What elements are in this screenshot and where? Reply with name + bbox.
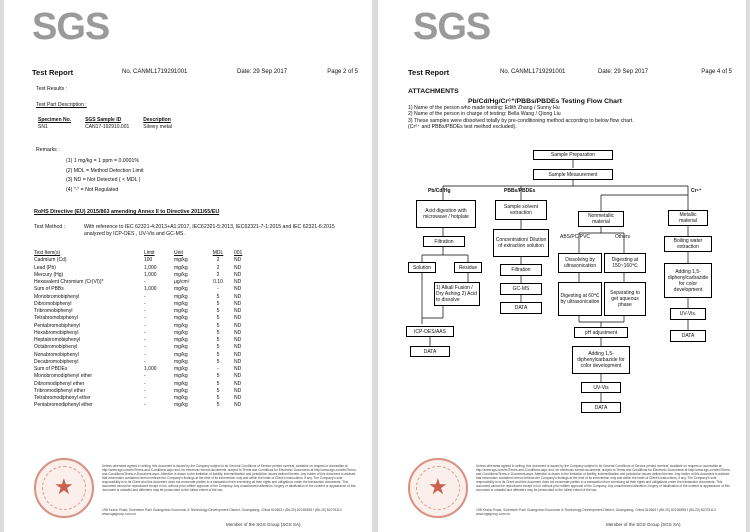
table-cell: Pentabromobiphenyl — [34, 322, 80, 329]
flow-others: Others — [615, 234, 631, 240]
table-cell: 5 — [216, 351, 220, 358]
table-cell: Cadmium (Cd) — [34, 257, 67, 264]
results-table — [34, 250, 264, 410]
report-date: Date: 29 Sep 2017 — [237, 69, 288, 75]
table-cell: mg/kg — [174, 358, 188, 365]
note-item: 3) These samples were dissolved totally by pre-conditioning method according to below flow chart. — [408, 117, 634, 124]
flow-uv-vis-1: UV-Vis — [581, 382, 621, 393]
table-cell: Tribromobiphenyl — [34, 308, 73, 314]
column-header: Limit — [144, 250, 155, 256]
table-row — [34, 395, 264, 402]
table-cell: mg/kg — [174, 257, 188, 264]
branch-pbbs-pbdes: PBBs/PBDEs — [504, 188, 536, 194]
flow-digesting-60: Digesting at 60℃ by ultrasonication — [558, 282, 602, 316]
attachments-heading: ATTACHMENTS — [408, 88, 459, 95]
table-cell: 5 — [216, 308, 220, 314]
table-cell: Decabromobiphenyl — [34, 358, 79, 365]
flow-nonmetallic: Nonmetallic material — [578, 211, 624, 227]
table-row — [34, 257, 264, 264]
table-cell: Lead (Pb) — [34, 264, 56, 271]
flow-adding-diphenylcarbazide-1: Adding 1,5-diphenylcarbazide for color development — [572, 346, 630, 374]
table-cell: ND — [234, 322, 242, 329]
flow-data-3: DATA — [581, 402, 621, 413]
table-row — [34, 402, 264, 409]
table-cell: 5 — [216, 322, 220, 329]
table-row — [34, 337, 264, 344]
table-cell: Monobromodiphenyl ether — [34, 373, 93, 380]
rohs-directive-title: RoHS Directive (EU) 2015/863 amending Annex II to Directive 2011/65/EU — [34, 209, 220, 215]
table-cell: ND — [234, 380, 242, 387]
table-cell: ND — [234, 286, 242, 293]
table-row — [34, 344, 264, 351]
page-number: Page 2 of 5 — [327, 69, 358, 75]
flow-metallic: Metallic material — [668, 210, 708, 226]
col-description: Description — [143, 117, 171, 123]
sgs-logo: SGS — [32, 6, 110, 48]
flow-uv-vis-2: UV-Vis. — [670, 308, 706, 320]
table-cell: - — [144, 315, 146, 322]
table-cell: Octabromobiphenyl — [34, 344, 78, 351]
flow-alkali-fusion: 1) Alkali Fusion / Dry Ashing 2) Acid to dissolve — [434, 282, 480, 306]
sample-table — [38, 117, 186, 130]
table-cell: - — [144, 402, 146, 409]
report-number: No. CANML1719291001 — [122, 69, 188, 75]
report-date: Date: 29 Sep 2017 — [598, 69, 649, 75]
table-cell: mg/kg — [174, 366, 188, 372]
table-cell: - — [144, 322, 146, 329]
flow-separating: Separating to get aqueous phase — [604, 282, 646, 316]
flow-solvent-extraction: Sample solvent extraction — [495, 200, 547, 220]
test-method-text: With reference to IEC 62321-4:2013+A1:2017, IEC62321-5:2013, IEC62321-7-1:2015 and IEC 62321-6:2015 analyzed by ICP-OES , UV-Vis and GC-MS . — [84, 224, 335, 237]
table-row — [34, 265, 264, 272]
table-cell: ND — [234, 315, 242, 322]
table-row — [34, 272, 264, 279]
member-of-sgs: Member of the SGS Group (SGS SA) — [606, 522, 681, 527]
report-number: No. CANML1719291001 — [500, 69, 566, 75]
company-address: 198 Kezhu Road, Scientech Park Guangzhou Economic & Technology Development District, Guangdong, China 510663 t (86-20) 82155555 f (86-20) 82075113 www.sgsgroup.com.cn — [102, 508, 342, 516]
report-title: Test Report — [408, 68, 450, 77]
table-cell: ND — [234, 279, 242, 285]
table-cell: 1,000 — [144, 271, 157, 278]
page-number: Page 4 of 5 — [701, 69, 732, 75]
flow-adding-diphenylcarbazide-2: Adding 1,5-diphenylcarbazide for color development — [664, 263, 712, 298]
table-cell: - — [144, 387, 146, 394]
table-cell: 2 — [216, 271, 220, 278]
page-header — [32, 68, 358, 80]
col-sgs-sample-id: SGS Sample ID — [85, 117, 122, 123]
table-cell: ND — [234, 257, 242, 264]
table-cell: ND — [234, 402, 242, 409]
table-cell: - — [144, 380, 146, 387]
table-cell: mg/kg — [174, 271, 188, 278]
table-cell: Sum of PBBs — [34, 286, 64, 293]
table-cell: - — [144, 329, 146, 336]
table-cell: - — [144, 358, 146, 365]
table-cell: 5 — [216, 315, 220, 322]
flow-boiling-water: Boiling water extraction — [664, 236, 712, 252]
table-cell: - — [217, 366, 219, 372]
table-cell: ND — [234, 358, 242, 365]
table-cell: mg/kg — [174, 293, 188, 300]
table-cell: - — [144, 344, 146, 351]
table-cell: 100 — [144, 257, 153, 264]
table-cell: Sum of PBDEs — [34, 366, 68, 372]
remark-item: (3) ND = Not Detected ( < MDL ) — [66, 177, 141, 183]
table-row — [34, 366, 264, 373]
flow-sample-measurement: Sample Measurement — [533, 169, 613, 180]
company-seal — [408, 458, 468, 518]
remarks-list — [66, 157, 144, 195]
company-address: 198 Kezhu Road, Scientech Park Guangzhou Economic & Technology Development District, Guangdong, China 510663 t (86-20) 82155555 f (86-20) 82075113 www.sgsgroup.com.cn — [476, 508, 716, 516]
table-cell: mg/kg — [174, 402, 188, 409]
table-cell: ND — [234, 300, 242, 307]
table-cell: mg/kg — [174, 380, 188, 387]
table-cell: ND — [234, 351, 242, 358]
flow-data-2: DATA — [500, 302, 542, 314]
table-cell: - — [144, 351, 146, 358]
table-cell: - — [144, 300, 146, 307]
flow-data-1: DATA — [410, 346, 450, 357]
report-title: Test Report — [32, 68, 74, 77]
table-row — [34, 388, 264, 395]
table-cell: mg/kg — [174, 286, 188, 293]
table-cell: mg/kg — [174, 300, 188, 307]
star-icon: ★ — [54, 474, 74, 499]
flow-filtration-1: Filtration — [423, 236, 465, 247]
table-row — [34, 323, 264, 330]
table-cell: ND — [234, 337, 242, 343]
star-icon: ★ — [428, 474, 448, 499]
table-cell: mg/kg — [174, 329, 188, 336]
table-cell: mg/kg — [174, 344, 188, 351]
specimen-no: SN1 — [38, 123, 48, 130]
table-cell: 5 — [216, 337, 220, 343]
table-cell: ND — [234, 293, 242, 300]
table-cell: - — [144, 293, 146, 300]
table-cell: Mercury (Hg) — [34, 271, 64, 278]
remarks-heading: Remarks : — [36, 147, 60, 153]
table-cell: mg/kg — [174, 264, 188, 271]
table-cell: mg/kg — [174, 387, 188, 394]
remark-item: (2) MDL = Method Detection Limit — [66, 167, 144, 174]
table-row — [34, 286, 264, 293]
branch-cr6: Cr⁶⁺ — [691, 188, 702, 194]
column-header: 001 — [234, 250, 243, 256]
flow-digesting-150: Digesting at 150~160℃ — [604, 253, 646, 273]
table-cell: mg/kg — [174, 373, 188, 380]
table-cell: ND — [234, 344, 242, 351]
column-header: Test Item(s) — [34, 250, 61, 256]
test-part-description-heading: Test Part Description : — [36, 102, 87, 108]
sgs-sample-id: CAN17-192910.001 — [85, 123, 130, 130]
table-cell: 1,000 — [144, 366, 157, 372]
company-seal — [34, 458, 94, 518]
remark-item: (4) "-" = Not Regulated — [66, 186, 119, 193]
table-cell: 5 — [216, 300, 220, 307]
table-cell: ND — [234, 366, 242, 372]
flow-chart-title: Pb/Cd/Hg/Cr⁶⁺/PBBs/PBDEs Testing Flow Chart — [468, 98, 622, 105]
table-cell: mg/kg — [174, 337, 188, 343]
flow-ph-adjustment: pH adjustment — [574, 327, 628, 338]
table-cell: 5 — [216, 344, 220, 351]
table-cell: mg/kg — [174, 395, 188, 401]
table-cell: Monobromobiphenyl — [34, 293, 80, 300]
column-header: MDL — [212, 250, 224, 256]
table-row — [34, 279, 264, 286]
table-cell: 0.10 — [213, 279, 223, 285]
flow-dissolving: Dissolving by ultrasonication — [558, 253, 602, 273]
flow-gc-ms: GC-MS — [500, 283, 542, 295]
table-cell: Hexabromobiphenyl — [34, 329, 79, 336]
flow-data-4: DATA — [670, 330, 706, 342]
table-cell: Dibromobiphenyl — [34, 300, 72, 307]
table-cell: mg/kg — [174, 315, 188, 322]
table-cell: Pentabromodiphenyl ether — [34, 402, 93, 409]
test-method-label: Test Method : — [34, 224, 66, 230]
table-cell: mg/kg — [174, 351, 188, 358]
table-cell: ND — [234, 387, 242, 394]
table-cell: - — [144, 373, 146, 380]
table-cell: Tetrabromobiphenyl — [34, 315, 78, 322]
flow-icp-oes: ICP-OES/AAS — [406, 326, 454, 337]
member-of-sgs: Member of the SGS Group (SGS SA) — [226, 522, 301, 527]
table-cell: ND — [234, 308, 242, 314]
table-cell: - — [144, 279, 146, 285]
table-row — [34, 359, 264, 366]
table-cell: - — [144, 337, 146, 343]
sample-row — [38, 124, 186, 131]
table-cell: 5 — [216, 402, 220, 409]
terms-fine-print: Unless otherwise agreed in writing, this document is issued by the Company subject to its General Conditions of Service printed overleaf, available on request or accessible at http://www.sgs.com/en/Terms-and-Conditions.aspx and, for electronic format documents, subject to Terms and Conditions for Electronic Documents at http://www.sgs.com/en/Terms-and-Conditions/Terms-e-Document.aspx. Attention is drawn to the limitation of liability, indemnification and jurisdiction issues defined therein. Any holder of this document is advised that information contained hereon reflects the Company's findings at the time of its intervention only and within the limits of Client's instructions, if any. The Company's sole responsibility is to its Client and this document does not exonerate parties to a transaction from exercising all their rights and obligations under the transaction documents. This document cannot be reproduced except in full, without prior written approval of the Company. Any unauthorized alteration, forgery or falsification of the content or appearance of this document is unlawful and offenders may be prosecuted to the fullest extent of the law. — [102, 464, 357, 492]
table-row — [34, 294, 264, 301]
report-page-4 — [378, 0, 746, 532]
remark-item: (1) 1 mg/kg = 1 ppm = 0.0001% — [66, 158, 139, 164]
flow-sample-preparation: Sample Preparation — [533, 150, 613, 160]
table-cell: 5 — [216, 387, 220, 394]
table-cell: - — [144, 308, 146, 314]
table-cell: ND — [234, 373, 242, 380]
table-cell: ND — [234, 329, 242, 336]
flow-filtration-2: Filtration — [500, 264, 542, 276]
table-cell: 2 — [216, 264, 220, 271]
sample-table-header — [38, 117, 186, 124]
results-table-header — [34, 250, 264, 257]
table-cell: 1,000 — [144, 264, 157, 271]
table-cell: mg/kg — [174, 308, 188, 314]
terms-fine-print: Unless otherwise agreed in writing, this document is issued by the Company subject to its General Conditions of Service printed overleaf, available on request or accessible at http://www.sgs.com/en/Terms-and-Conditions.aspx and, for electronic format documents, subject to Terms and Conditions for Electronic Documents at http://www.sgs.com/en/Terms-and-Conditions/Terms-e-Document.aspx. Attention is drawn to the limitation of liability, indemnification and jurisdiction issues defined therein. Any holder of this document is advised that information contained hereon reflects the Company's findings at the time of its intervention only and within the limits of Client's instructions, if any. The Company's sole responsibility is to its Client and this document does not exonerate parties to a transaction from exercising all their rights and obligations under the transaction documents. This document cannot be reproduced except in full, without prior written approval of the Company. Any unauthorized alteration, forgery or falsification of the content or appearance of this document is unlawful and offenders may be prosecuted to the fullest extent of the law. — [476, 464, 731, 492]
table-cell: Tribromodiphenyl ether — [34, 387, 86, 394]
report-page-2 — [4, 0, 372, 532]
table-row — [34, 308, 264, 315]
table-cell: 5 — [216, 380, 220, 387]
column-header: Unit — [174, 250, 183, 256]
col-specimen-no: Specimen No. — [38, 117, 72, 123]
note-item: 2) Name of the person in charge of testing: Bella Wang / Qiong Liu — [408, 111, 561, 118]
test-results-heading: Test Results : — [36, 86, 68, 92]
flow-concentration: Concentration/ Dilution of extraction solution — [493, 229, 549, 257]
table-cell: 1,000 — [144, 286, 157, 293]
table-cell: Nonabromobiphenyl — [34, 351, 79, 358]
table-cell: µg/cm² — [174, 279, 190, 285]
table-cell: ND — [234, 271, 242, 278]
table-cell: ND — [234, 264, 242, 271]
sgs-logo: SGS — [413, 6, 491, 48]
table-row — [34, 373, 264, 380]
flow-solution: Solution — [408, 262, 436, 273]
table-row — [34, 301, 264, 308]
flow-acid-digestion: Acid digestion with microwave / hotplate — [416, 200, 476, 228]
table-cell: ND — [234, 395, 242, 401]
table-cell: 5 — [216, 395, 220, 401]
table-cell: 5 — [216, 373, 220, 380]
table-cell: 5 — [216, 358, 220, 365]
table-row — [34, 352, 264, 359]
table-cell: Hexavalent Chromium (Cr(VI))* — [34, 279, 104, 285]
table-row — [34, 330, 264, 337]
table-cell: 5 — [216, 293, 220, 300]
table-cell: Tetrabromodiphenyl ether — [34, 395, 91, 401]
flow-abs-pc-pvc: ABS/PC/PVC — [560, 234, 591, 240]
description: Silvery metal — [143, 123, 172, 130]
flow-residue: Residue — [454, 262, 482, 273]
table-cell: - — [217, 286, 219, 293]
table-row — [34, 381, 264, 388]
table-cell: Heptabromobiphenyl — [34, 337, 81, 343]
table-row — [34, 315, 264, 322]
branch-pb-cd-hg: Pb/Cd/Hg — [428, 188, 451, 194]
note-item: 1) Name of the person who made testing: Edith Zhang / Sunny Hu — [408, 105, 560, 111]
table-cell: 2 — [216, 257, 220, 264]
table-cell: Dibromodiphenyl ether — [34, 380, 85, 387]
table-cell: 5 — [216, 329, 220, 336]
note-item: (Cr⁶⁺ and PBBs/PBDEs test method excluded). — [408, 124, 517, 131]
table-cell: mg/kg — [174, 322, 188, 329]
table-cell: - — [144, 395, 146, 401]
